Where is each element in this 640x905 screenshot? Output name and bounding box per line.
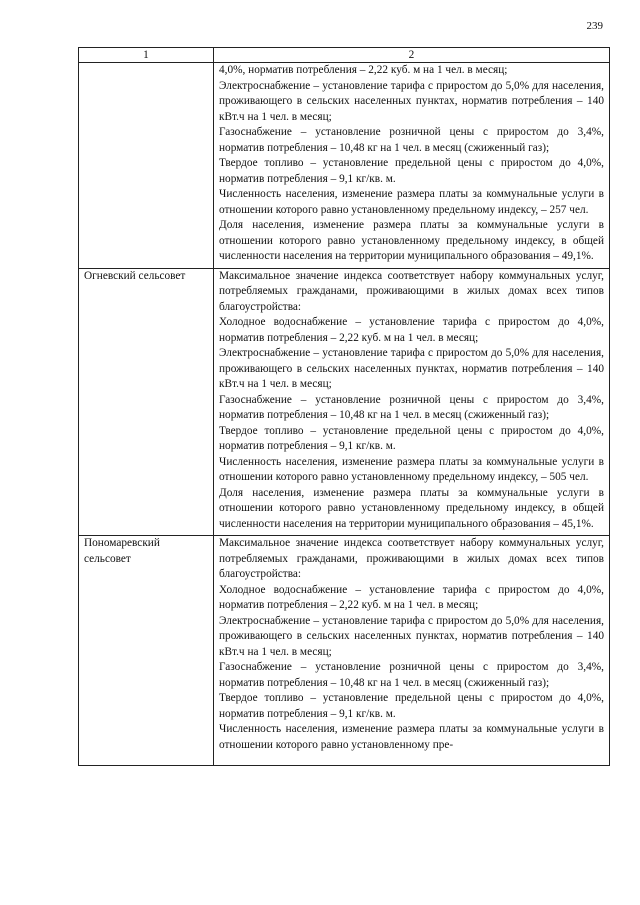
description-cell — [214, 268, 610, 536]
paragraph: Электроснабжение – установление тарифа с приростом до 5,0% для населения, проживающего в сельских населенных пунктах, норматив потребления – 140 кВт.ч на 1 чел. в месяц; — [219, 347, 604, 390]
paragraph: Численность населения, изменение размера платы за коммунальные услуги в отношении которого равно установленному пре- — [219, 723, 604, 751]
municipality-cell — [79, 63, 214, 269]
paragraph: Доля населения, изменение размера платы за коммунальные услуги в отношении которого равно установленному предельному индексу, в общей численности населения на территории муниципального образования – 45,1%. — [219, 486, 604, 530]
header-row — [79, 48, 610, 63]
table-row — [79, 63, 610, 269]
description-cell — [214, 536, 610, 766]
paragraph: Холодное водоснабжение – установление тарифа с приростом до 4,0%, норматив потребления – 2,22 куб. м на 1 чел. в месяц; — [219, 583, 604, 611]
paragraph: Электроснабжение – установление тарифа с приростом до 5,0% для населения, проживающего в сельских населенных пунктах, норматив потребления – 140 кВт.ч на 1 чел. в месяц; — [219, 614, 604, 658]
paragraph: Твердое топливо – установление предельной цены с приростом до 4,0%, норматив потребления – 9,1 кг/кв. м. — [219, 692, 604, 720]
tariff-table — [78, 47, 610, 766]
column-header-2: 2 — [214, 48, 610, 63]
description-cell — [214, 63, 610, 269]
table-row — [79, 268, 610, 536]
paragraph: Максимальное значение индекса соответствует набору коммунальных услуг, потребляемых гражданами, проживающими в жилых домах всех типов благоустройства: — [219, 269, 604, 313]
paragraph: Газоснабжение – установление розничной цены с приростом до 3,4%, норматив потребления – 10,48 кг на 1 чел. в месяц (сжиженный газ); — [219, 126, 604, 154]
paragraph: Электроснабжение – установление тарифа с приростом до 5,0% для населения, проживающего в сельских населенных пунктах, норматив потребления – 140 кВт.ч на 1 чел. в месяц; — [219, 79, 604, 123]
paragraph: 4,0%, норматив потребления – 2,22 куб. м на 1 чел. в месяц; — [219, 64, 508, 76]
municipality-cell: Огневский сельсовет — [79, 268, 214, 536]
paragraph: Холодное водоснабжение – установление тарифа с приростом до 4,0%, норматив потребления – 2,22 куб. м на 1 чел. в месяц; — [219, 316, 604, 344]
column-header-1: 1 — [79, 48, 214, 63]
paragraph: Доля населения, изменение размера платы за коммунальные услуги в отношении которого равно установленному предельному индексу, в общей численности населения на территории муниципального образования – 49,1%. — [219, 219, 604, 262]
page-number: 239 — [586, 20, 603, 32]
municipality-cell: Пономаревский сельсовет — [79, 536, 214, 766]
paragraph: Твердое топливо – установление предельной цены с приростом до 4,0%, норматив потребления – 9,1 кг/кв. м. — [219, 157, 604, 185]
paragraph: Максимальное значение индекса соответствует набору коммунальных услуг, потребляемых гражданами, проживающими в жилых домах всех типов благоустройства: — [219, 537, 604, 580]
paragraph: Газоснабжение – установление розничной цены с приростом до 3,4%, норматив потребления – 10,48 кг на 1 чел. в месяц (сжиженный газ); — [219, 661, 604, 689]
paragraph: Газоснабжение – установление розничной цены с приростом до 3,4%, норматив потребления – 10,48 кг на 1 чел. в месяц (сжиженный газ); — [219, 393, 604, 421]
paragraph: Численность населения, изменение размера платы за коммунальные услуги в отношении которого равно установленному предельному индексу, – 257 чел. — [219, 188, 604, 216]
table-row — [79, 536, 610, 766]
paragraph: Твердое топливо – установление предельной цены с приростом до 4,0%, норматив потребления – 9,1 кг/кв. м. — [219, 424, 604, 452]
paragraph: Численность населения, изменение размера платы за коммунальные услуги в отношении которого равно установленному предельному индексу, – 505 чел. — [219, 455, 604, 483]
